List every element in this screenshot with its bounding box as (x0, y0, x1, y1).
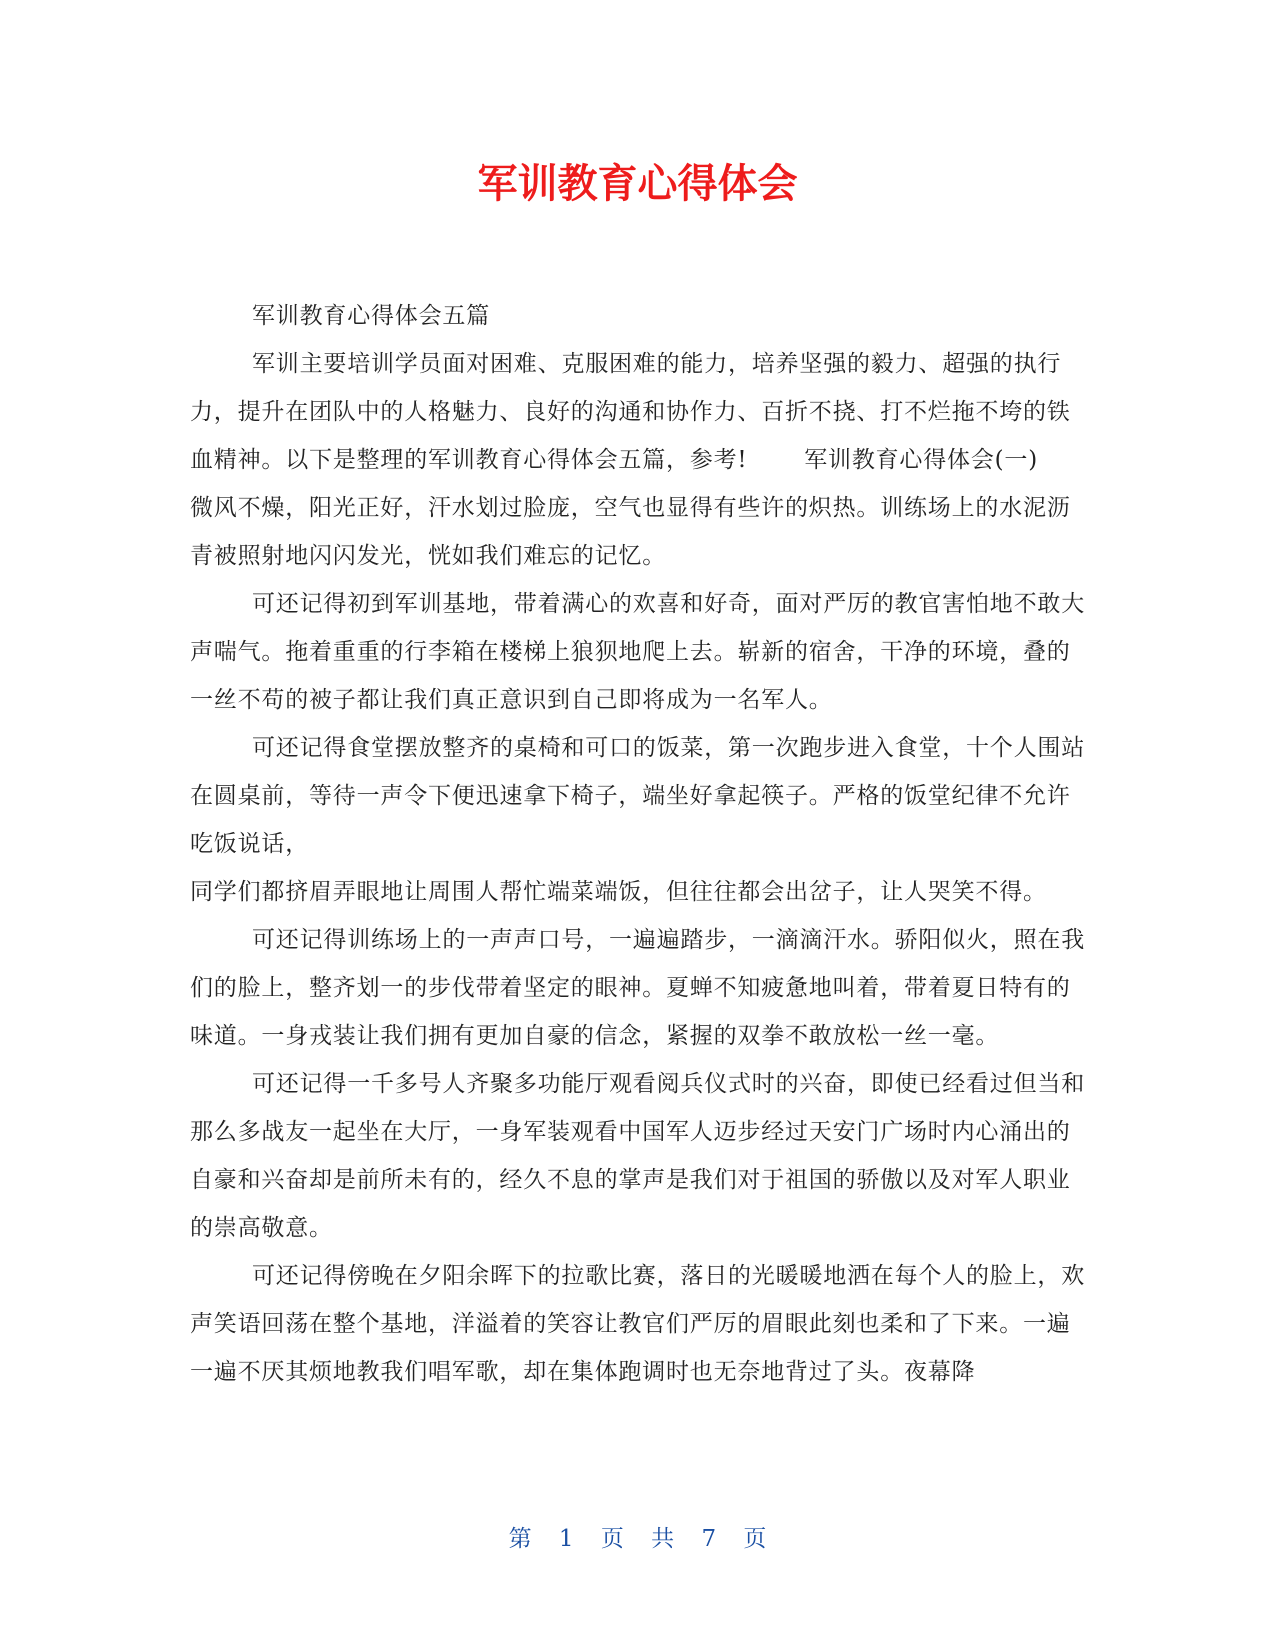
paragraph: 可还记得训练场上的一声声口号，一遍遍踏步，一滴滴汗水。骄阳似火，照在我们的脸上，整齐划一的步伐带着坚定的眼神。夏蝉不知疲惫地叫着，带着夏日特有的味道。一身戎装让我们拥有更加自豪的信念，紧握的双拳不敢放松一丝一毫。 (190, 927, 1085, 1049)
total-page-count: 7 (701, 1526, 717, 1552)
paragraph: 微风不燥，阳光正好，汗水划过脸庞，空气也显得有些许的炽热。训练场上的水泥沥青被照射地闪闪发光，恍如我们难忘的记忆。 (190, 495, 1071, 569)
paragraph: 可还记得傍晚在夕阳余晖下的拉歌比赛，落日的光暖暖地洒在每个人的脸上，欢声笑语回荡在整个基地，洋溢着的笑容让教官们严厉的眉眼此刻也柔和了下来。一遍一遍不厌其烦地教我们唱军歌，却在集体跑调时也无奈地背过了头。夜幕降 (190, 1263, 1085, 1385)
paragraph: 可还记得一千多号人齐聚多功能厅观看阅兵仪式时的兴奋，即使已经看过但当和那么多战友一起坐在大厅，一身军装观看中国军人迈步经过天安门广场时内心涌出的自豪和兴奋却是前所未有的，经久不息的掌声是我们对于祖国的骄傲以及对军人职业的崇高敬意。 (190, 1071, 1085, 1241)
footer-word: 页 (600, 1526, 624, 1552)
paragraph-intro: 军训主要培训学员面对困难、克服困难的能力，培养坚强的毅力、超强的执行力，提升在团队中的人格魅力、良好的沟通和协作力、百折不挠、打不烂拖不垮的铁血精神。以下是整理的军训教育心得体会五篇，参考! 军训教育心得体会(一) (190, 351, 1071, 473)
page-number-footer (0, 1524, 1275, 1554)
footer-word: 共 (651, 1526, 675, 1552)
paragraph: 可还记得食堂摆放整齐的桌椅和可口的饭菜，第一次跑步进入食堂，十个人围站在圆桌前，等待一声令下便迅速拿下椅子，端坐好拿起筷子。严格的饭堂纪律不允许吃饭说话， (190, 735, 1085, 857)
footer-word: 页 (743, 1526, 767, 1552)
current-page-number: 1 (558, 1526, 574, 1552)
footer-word: 第 (508, 1526, 532, 1552)
paragraph: 可还记得初到军训基地，带着满心的欢喜和好奇，面对严厉的教官害怕地不敢大声喘气。拖着重重的行李箱在楼梯上狼狈地爬上去。崭新的宿舍，干净的环境，叠的一丝不苟的被子都让我们真正意识到自己即将成为一名军人。 (190, 591, 1085, 713)
document-body (190, 292, 1090, 1396)
paragraph-subtitle: 军训教育心得体会五篇 (252, 303, 490, 329)
paragraph: 同学们都挤眉弄眼地让周围人帮忙端菜端饭，但往往都会出岔子，让人哭笑不得。 (190, 879, 1047, 905)
page-title: 军训教育心得体会 (477, 161, 798, 207)
